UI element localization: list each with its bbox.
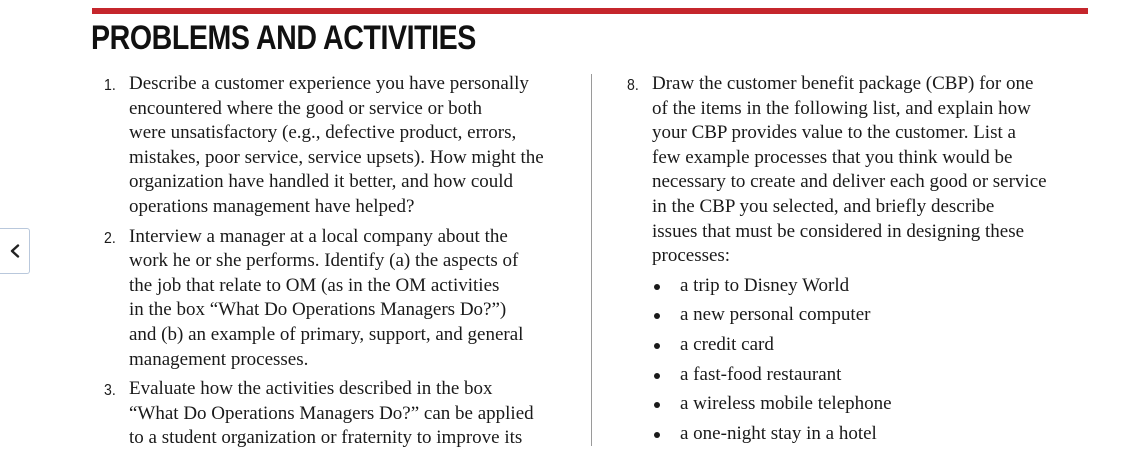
problem-text-line: and (b) an example of primary, support, and general (129, 323, 524, 345)
problem-text-line: “What Do Operations Managers Do?” can be applied (129, 402, 534, 424)
cbp-item-list (627, 274, 1097, 452)
chevron-left-icon (9, 244, 21, 258)
problem-8 (627, 72, 1097, 269)
column-divider (591, 74, 592, 446)
left-column (104, 72, 574, 456)
problem-text-line: Evaluate how the activities described in the box (129, 378, 493, 400)
problem-2 (104, 225, 574, 373)
list-item: a credit card (652, 333, 1097, 363)
problem-text-line: few example processes that you think would be (652, 146, 1013, 168)
problem-text-line: Interview a manager at a local company about the (129, 225, 508, 247)
problem-text-line: the job that relate to OM (as in the OM activities (129, 274, 500, 296)
header-rule (92, 8, 1088, 14)
list-item: a new personal computer (652, 303, 1097, 333)
problem-text-line: operations management have helped? (129, 195, 415, 217)
right-column (627, 72, 1097, 451)
problem-text-line: of the items in the following list, and explain how (652, 97, 1031, 119)
problem-number: 1. (104, 77, 116, 94)
section-title: PROBLEMS AND ACTIVITIES (91, 19, 476, 57)
problem-text-line: Describe a customer experience you have personally (129, 73, 529, 94)
problem-text-line: your CBP provides value to the customer. List a (652, 122, 1016, 144)
list-item: a fast-food restaurant (652, 363, 1097, 393)
problem-number: 2. (104, 229, 116, 247)
problem-text-line: mistakes, poor service, service upsets). How might the (129, 146, 544, 168)
list-item: a wireless mobile telephone (652, 392, 1097, 422)
problem-text-line: in the CBP you selected, and briefly describe (652, 195, 995, 217)
problem-text-line: processes: (652, 245, 731, 267)
problem-text-line: management processes. (129, 348, 309, 370)
problem-text-line: to a student organization or fraternity to improve its (129, 427, 523, 449)
back-button[interactable] (0, 228, 30, 274)
problem-number: 8. (627, 77, 639, 94)
problem-text-line: issues that must be considered in designing these (652, 220, 1025, 242)
problem-text-line: necessary to create and deliver each good or service (652, 171, 1047, 193)
problem-1 (104, 72, 574, 220)
problem-text-line: in the box “What Do Operations Managers Do?”) (129, 299, 507, 321)
problem-3 (104, 377, 574, 451)
problem-text-line: were unsatisfactory (e.g., defective product, errors, (129, 122, 517, 144)
problem-text-line: work he or she performs. Identify (a) the aspects of (129, 250, 519, 272)
problem-text-line: organization have handled it better, and how could (129, 171, 514, 193)
problem-text-line: encountered where the good or service or both (129, 97, 482, 119)
problem-number: 3. (104, 382, 116, 400)
list-item: a trip to Disney World (652, 274, 1097, 304)
problem-text-line: Draw the customer benefit package (CBP) for one (652, 73, 1034, 94)
list-item: a one-night stay in a hotel (652, 422, 1097, 452)
